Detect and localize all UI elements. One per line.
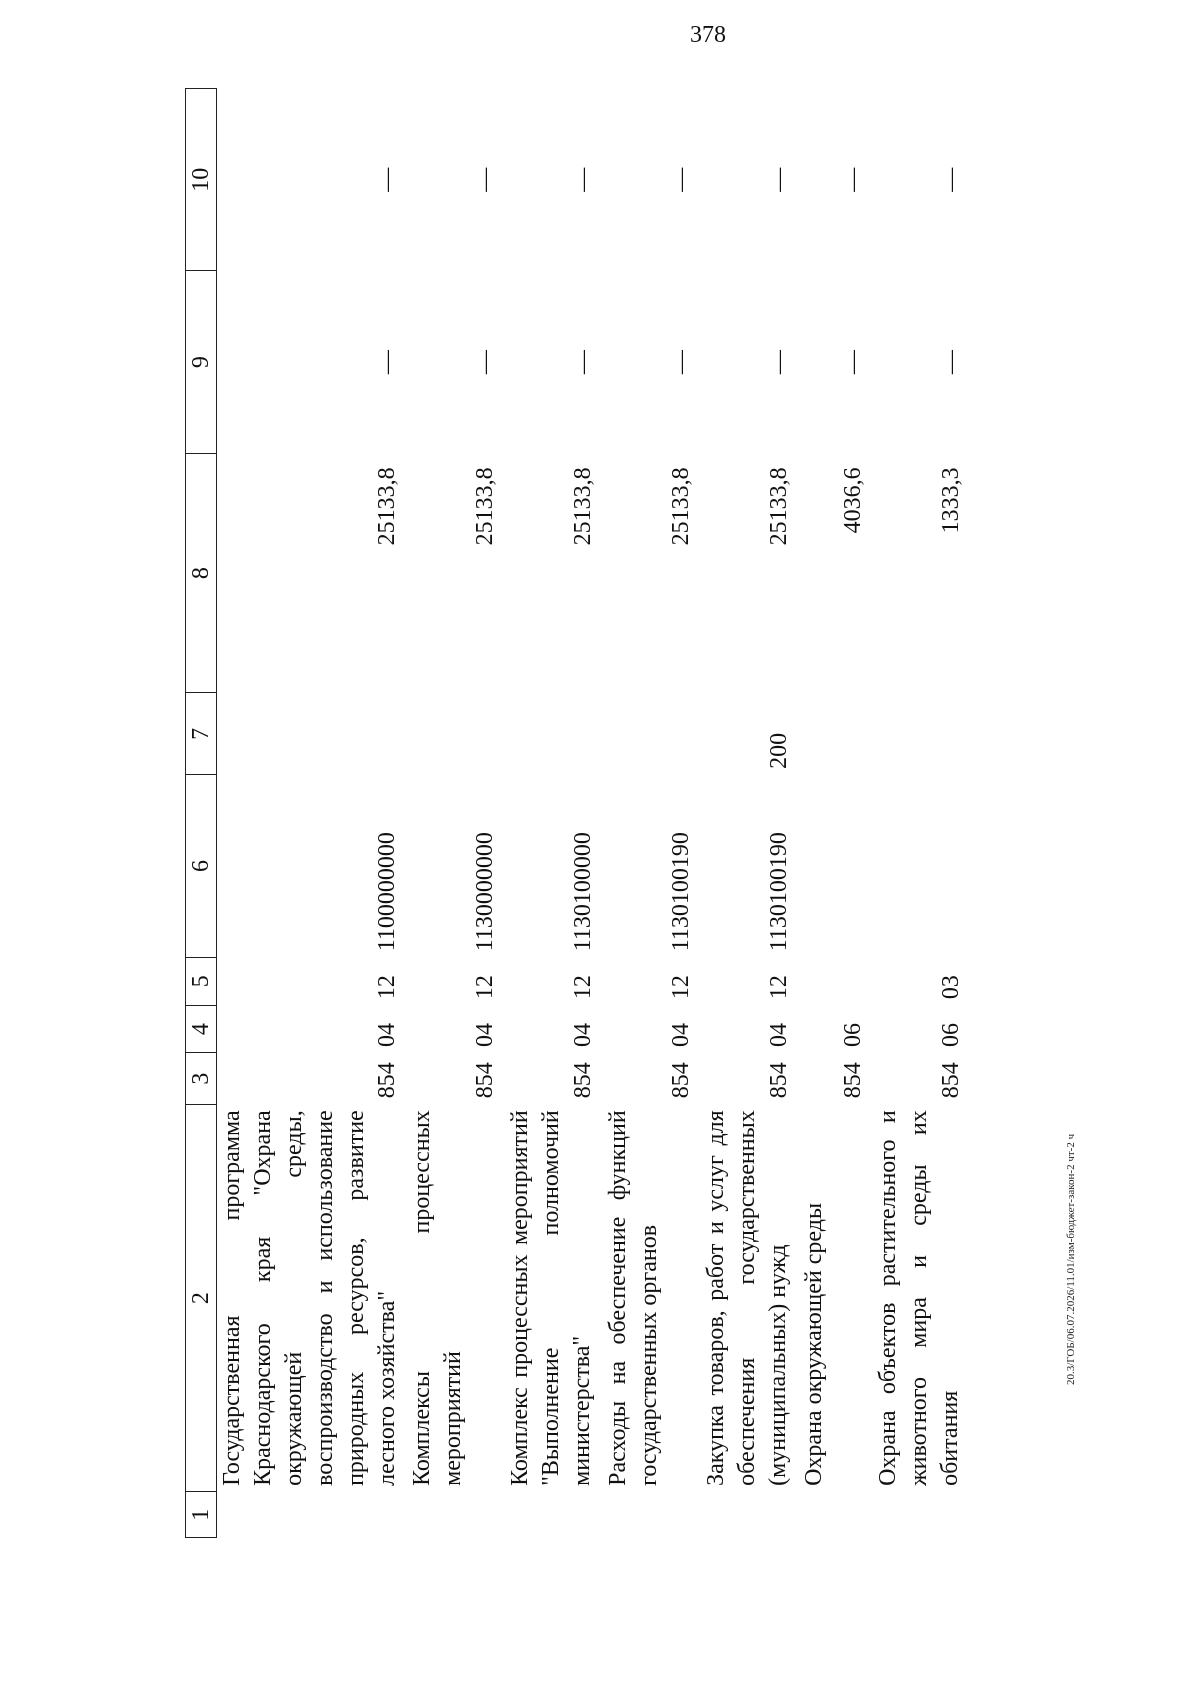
cell-c1 <box>505 1492 603 1538</box>
col-header-7: 7 <box>186 693 217 775</box>
cell-c4: 06 <box>938 1023 964 1047</box>
cell-c5: 12 <box>472 975 498 1000</box>
table-row <box>603 89 701 1538</box>
cell-c5: 12 <box>766 975 792 1000</box>
cell-c10: — <box>840 167 866 192</box>
col-header-2: 2 <box>186 1104 217 1492</box>
table-header-row <box>186 89 217 1538</box>
cell-c2: Охрана окружающей среды <box>801 1202 827 1486</box>
col-header-10: 10 <box>186 89 217 271</box>
cell-c2: Расходы на обеспечение функций государственных органов <box>605 1110 662 1486</box>
table-row <box>873 89 971 1538</box>
cell-c9: — <box>374 350 400 375</box>
cell-c8: 25133,8 <box>374 467 400 546</box>
cell-c4: 04 <box>374 1023 400 1047</box>
rotated-table-container <box>185 88 1200 1538</box>
table-row <box>217 89 408 1538</box>
cell-c6: 1130100000 <box>570 832 596 952</box>
cell-c8: 25133,8 <box>766 467 792 546</box>
cell-c4: 04 <box>668 1023 694 1047</box>
cell-c6 <box>873 775 971 957</box>
col-header-6: 6 <box>186 775 217 957</box>
cell-c9: — <box>840 350 866 375</box>
cell-c6 <box>799 775 873 957</box>
cell-c1 <box>217 1492 408 1538</box>
cell-c6: 1130100190 <box>668 832 694 952</box>
cell-c5: 12 <box>374 975 400 1000</box>
cell-c3: 854 <box>472 1062 498 1099</box>
cell-c10: — <box>472 167 498 192</box>
table-row <box>799 89 873 1538</box>
cell-c4: 06 <box>840 1023 866 1047</box>
cell-c7: 200 <box>766 732 792 769</box>
cell-c9: — <box>472 350 498 375</box>
cell-c7 <box>799 693 873 775</box>
cell-c4: 04 <box>472 1023 498 1047</box>
cell-c6: 1100000000 <box>374 832 400 952</box>
cell-c7 <box>505 693 603 775</box>
page-number: 378 <box>690 22 726 48</box>
cell-c8: 25133,8 <box>668 467 694 546</box>
cell-c5: 03 <box>938 975 964 1000</box>
cell-c5 <box>799 957 873 1005</box>
table-row <box>407 89 505 1538</box>
col-header-1: 1 <box>186 1492 217 1538</box>
cell-c7 <box>873 693 971 775</box>
cell-c3: 854 <box>938 1062 964 1099</box>
cell-c8: 25133,8 <box>570 467 596 546</box>
cell-c1 <box>407 1492 505 1538</box>
cell-c9: — <box>938 350 964 375</box>
cell-c6: 1130100190 <box>766 832 792 952</box>
cell-c4: 04 <box>766 1023 792 1047</box>
col-header-5: 5 <box>186 957 217 1005</box>
cell-c1 <box>701 1492 799 1538</box>
cell-c1 <box>603 1492 701 1538</box>
cell-c9: — <box>668 350 694 375</box>
cell-c5: 12 <box>668 975 694 1000</box>
cell-c8: 1333,3 <box>938 467 964 534</box>
cell-c3: 854 <box>766 1062 792 1099</box>
cell-c10: — <box>766 167 792 192</box>
cell-c2: Закупка товаров, работ и услуг для обеспечения государственных (муниципальных) нужд <box>703 1110 791 1486</box>
cell-c3: 854 <box>570 1062 596 1099</box>
cell-c1 <box>799 1492 873 1538</box>
cell-c8: 25133,8 <box>472 467 498 546</box>
cell-c7 <box>603 693 701 775</box>
cell-c10: — <box>938 167 964 192</box>
cell-c2: Комплекс процессных мероприятий "Выполнение полномочий министерства" <box>507 1110 595 1486</box>
cell-c1 <box>873 1492 971 1538</box>
table-row <box>505 89 603 1538</box>
cell-c3: 854 <box>668 1062 694 1099</box>
cell-c7 <box>407 693 505 775</box>
col-header-3: 3 <box>186 1053 217 1104</box>
cell-c9: — <box>570 350 596 375</box>
cell-c3: 854 <box>840 1062 866 1099</box>
cell-c10: — <box>668 167 694 192</box>
cell-c3: 854 <box>374 1062 400 1099</box>
cell-c8: 4036,6 <box>840 467 866 534</box>
cell-c6: 1130000000 <box>472 832 498 952</box>
cell-c10: — <box>374 167 400 192</box>
cell-c2: Охрана объектов растительного и животного мира и среды их обитания <box>875 1110 963 1486</box>
col-header-4: 4 <box>186 1005 217 1053</box>
cell-c2: Комплексы процессных мероприятий <box>409 1110 466 1486</box>
cell-c9: — <box>766 350 792 375</box>
cell-c7 <box>217 693 408 775</box>
cell-c5: 12 <box>570 975 596 1000</box>
footer-document-code: 20.3/ГОБ/06.07.2026/11.01/изм-бюджет-закон-2 чт-2 ч <box>1065 1133 1077 1385</box>
table-row <box>701 89 799 1538</box>
cell-c10: — <box>570 167 596 192</box>
cell-c4: 04 <box>570 1023 596 1047</box>
budget-table <box>185 88 971 1538</box>
col-header-8: 8 <box>186 453 217 692</box>
cell-c2: Государственная программа Краснодарского края "Охрана окружающей среды, воспроизводство и использование природных ресурсов, развитие лесного хозяйства" <box>219 1110 400 1486</box>
col-header-9: 9 <box>186 271 217 453</box>
